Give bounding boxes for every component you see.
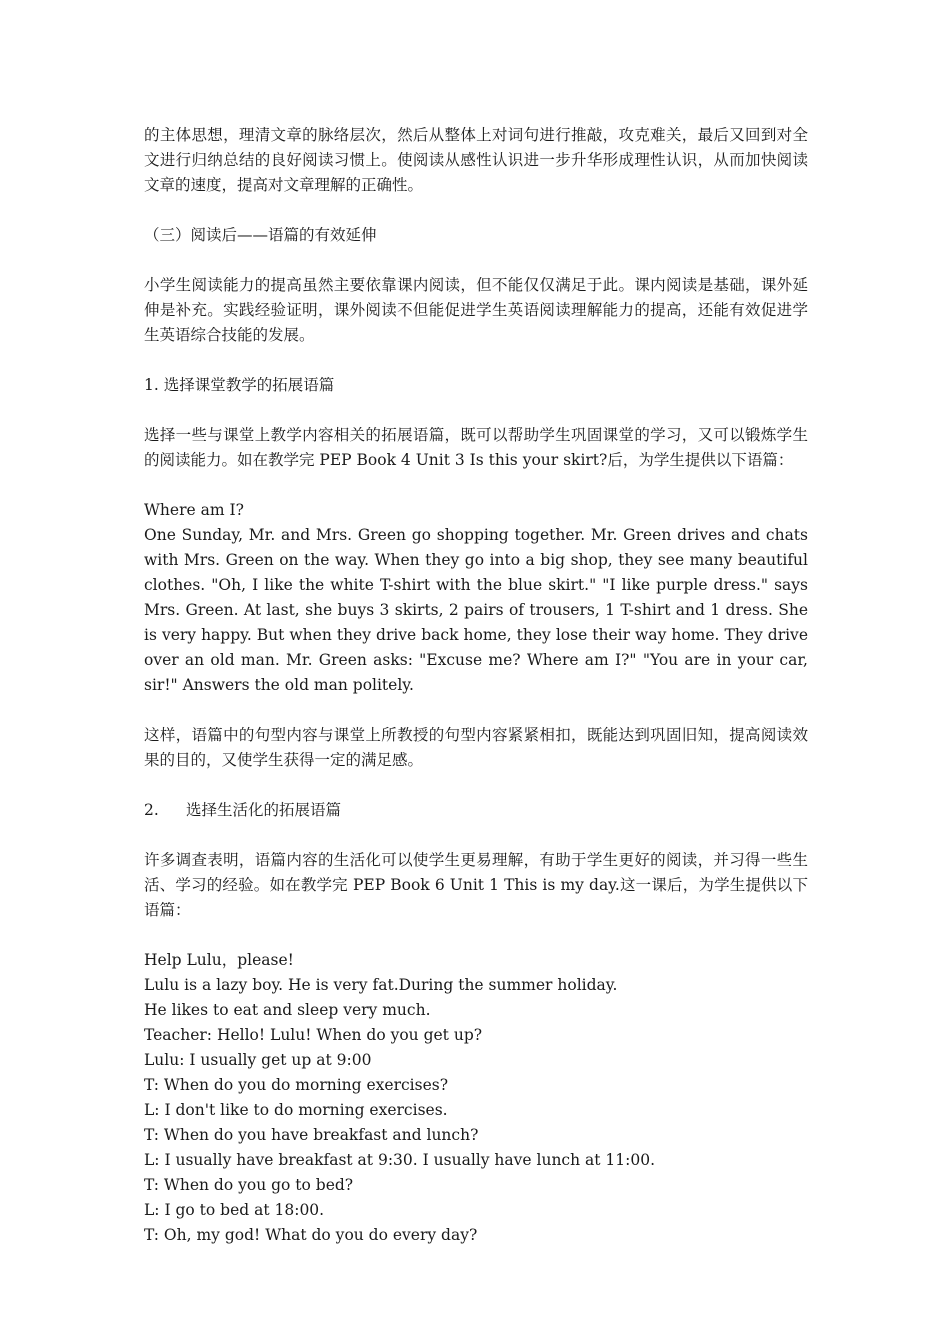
story2-line: T: Oh, my god! What do you do every day? bbox=[144, 1226, 478, 1244]
intro-paragraph: 的主体思想，理清文章的脉络层次，然后从整体上对词句进行推敲，攻克难关，最后又回到对全文进行归纳总结的良好阅读习惯上。使阅读从感性认识进一步升华形成理性认识，从而加快阅读文章的速度，提高对文章理解的正确性。 bbox=[144, 126, 808, 194]
item2-paragraph: 许多调查表明，语篇内容的生活化可以使学生更易理解，有助于学生更好的阅读，并习得一些生活、学习的经验。如在教学完 PEP Book 6 Unit 1 This is my day.这一课后，为学生提供以下语篇： bbox=[144, 851, 808, 919]
item2-number: 2. bbox=[144, 801, 159, 819]
story2-line: T: When do you go to bed? bbox=[144, 1176, 354, 1194]
story2-line: L: I don't like to do morning exercises. bbox=[144, 1101, 448, 1119]
item2-heading: 选择生活化的拓展语篇 bbox=[186, 801, 342, 819]
story1-title: Where am I? bbox=[144, 501, 244, 519]
item1-paragraph: 选择一些与课堂上教学内容相关的拓展语篇，既可以帮助学生巩固课堂的学习，又可以锻炼学生的阅读能力。如在教学完 PEP Book 4 Unit 3 Is this your skirt?后，为学生提供以下语篇： bbox=[144, 426, 808, 469]
item1-conclusion: 这样，语篇中的句型内容与课堂上所教授的句型内容紧紧相扣，既能达到巩固旧知，提高阅读效果的目的，又使学生获得一定的满足感。 bbox=[144, 726, 808, 769]
story2-line: Lulu: I usually get up at 9:00 bbox=[144, 1051, 372, 1069]
story2-line: L: I usually have breakfast at 9:30. I usually have lunch at 11:00. bbox=[144, 1151, 656, 1169]
document-page bbox=[144, 123, 808, 1248]
story2-line: Help Lulu，please! bbox=[144, 951, 294, 969]
item1-heading: 1. 选择课堂教学的拓展语篇 bbox=[144, 376, 335, 394]
story2-dialogue bbox=[144, 948, 808, 1248]
story2-line: T: When do you do morning exercises? bbox=[144, 1076, 449, 1094]
story2-line: Lulu is a lazy boy. He is very fat.During the summer holiday. bbox=[144, 976, 618, 994]
story2-line: T: When do you have breakfast and lunch? bbox=[144, 1126, 479, 1144]
story2-line: He likes to eat and sleep very much. bbox=[144, 1001, 431, 1019]
story2-line: L: I go to bed at 18:00. bbox=[144, 1201, 325, 1219]
story1-text: One Sunday, Mr. and Mrs. Green go shopping together. Mr. Green drives and chats with Mrs. Green on the way. When they go into a big shop, they see many beautiful clothes. "Oh, I like the white T-shirt with the blue skirt." "I like purple dress." says Mrs. Green. At last, she buys 3 skirts, 2 pairs of trousers, 1 T-shirt and 1 dress. She is very happy. But when they drive back home, they lose their way home. They drive over an old man. Mr. Green asks: "Excuse me? Where am I?" "You are in your car, sir!" Answers the old man politely. bbox=[144, 526, 808, 694]
section3-paragraph: 小学生阅读能力的提高虽然主要依靠课内阅读，但不能仅仅满足于此。课内阅读是基础，课外延伸是补充。实践经验证明，课外阅读不但能促进学生英语阅读理解能力的提高，还能有效促进学生英语综合技能的发展。 bbox=[144, 276, 808, 344]
section3-heading: （三）阅读后——语篇的有效延伸 bbox=[144, 226, 377, 244]
item2-heading-line bbox=[144, 798, 808, 823]
story2-line: Teacher: Hello! Lulu! When do you get up? bbox=[144, 1026, 483, 1044]
